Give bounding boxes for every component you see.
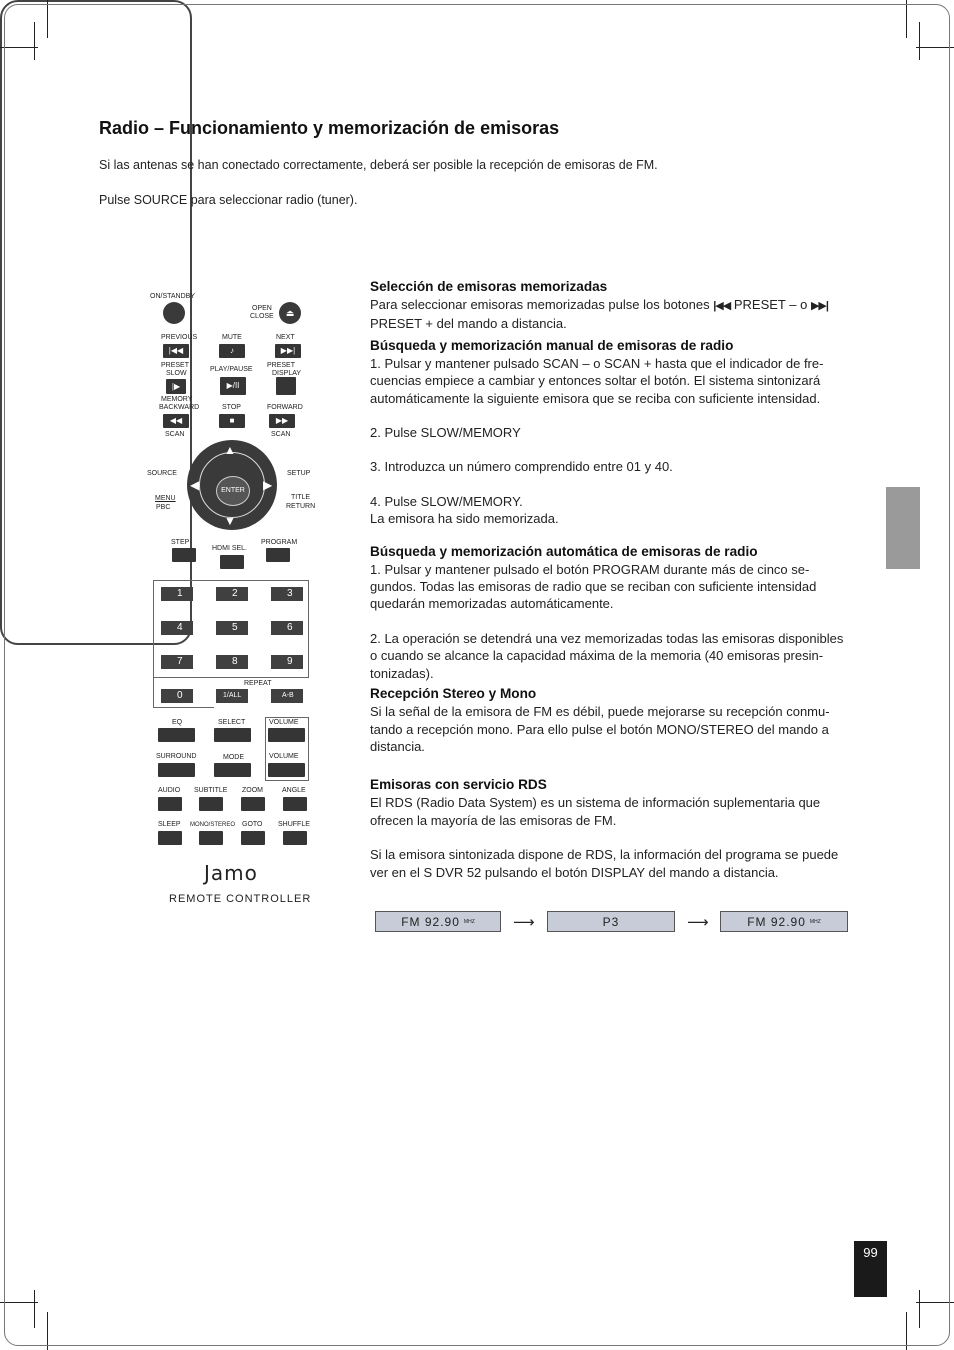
power-button <box>163 302 185 324</box>
preset-plus-label: PRESET <box>267 362 296 369</box>
digit-4: 4 <box>161 621 193 635</box>
paragraph: quedarán memorizadas automáticamente. <box>370 596 614 612</box>
goto-button <box>241 831 265 845</box>
eq-button <box>158 728 195 742</box>
hdmi-sel-label: HDMI SEL. <box>212 545 248 552</box>
paragraph: PRESET + del mando a distancia. <box>370 316 567 332</box>
skip-previous-icon: |◀◀ <box>713 300 731 312</box>
backward-icon: ◀◀ <box>163 414 189 428</box>
digit-1: 1 <box>161 587 193 601</box>
program-button <box>266 548 290 562</box>
arrow-right-icon: ⟶ <box>687 914 709 931</box>
forward-icon: ▶▶ <box>269 414 295 428</box>
on-standby-label: ON/STANDBY <box>150 293 195 300</box>
shuffle-button <box>283 831 307 845</box>
jamo-logo: Jamo <box>204 861 258 885</box>
volume-plus-label: VOLUME <box>269 719 299 726</box>
forward-label: FORWARD <box>267 404 303 411</box>
slow-icon: |▶ <box>166 379 186 394</box>
digit-7: 7 <box>161 655 193 669</box>
paragraph: El RDS (Radio Data System) es un sistema de información suplementaria que <box>370 795 821 811</box>
paragraph: Si la señal de la emisora de FM es débil, puede mejorarse su recepción conmu- <box>370 704 830 720</box>
digit-0: 0 <box>161 689 193 703</box>
subtitle-label: SUBTITLE <box>194 787 228 794</box>
page-title: Radio – Funcionamiento y memorización de emisoras <box>99 118 560 138</box>
arrow-right-icon: ▶ <box>263 478 273 492</box>
open-label: OPEN <box>252 305 272 312</box>
play-pause-label: PLAY/PAUSE <box>210 366 253 373</box>
surround-button <box>158 763 195 777</box>
goto-label: GOTO <box>242 821 263 828</box>
digit-2: 2 <box>216 587 248 601</box>
title-label: TITLE <box>291 494 311 501</box>
paragraph: 3. Introduzca un número comprendido entre 01 y 40. <box>370 459 673 475</box>
repeat-one-all-button: 1/ALL <box>216 689 248 703</box>
skip-next-icon: ▶▶| <box>810 300 828 312</box>
zoom-label: ZOOM <box>242 787 263 794</box>
intro-text: Pulse SOURCE para seleccionar radio (tuner). <box>99 193 358 207</box>
paragraph: tando a recepción mono. Para ello pulse el botón MONO/STEREO del mando a <box>370 721 829 737</box>
angle-label: ANGLE <box>282 787 306 794</box>
digit-6: 6 <box>271 621 303 635</box>
page-number: 99 <box>854 1241 887 1297</box>
paragraph: Para seleccionar emisoras memorizadas pulse los botones |◀◀ PRESET – o ▶▶| <box>370 297 828 312</box>
section-heading: Búsqueda y memorización automática de emisoras de radio <box>370 543 758 559</box>
intro-text: Si las antenas se han conectado correctamente, deberá ser posible la recepción de emisoras de FM. <box>99 158 658 172</box>
stop-icon: ■ <box>219 414 245 428</box>
volume-minus-label: VOLUME <box>269 753 299 760</box>
menu-label: MENU <box>155 495 176 502</box>
previous-icon: |◀◀ <box>163 344 189 358</box>
arrow-up-icon: ▲ <box>224 443 236 457</box>
paragraph: ofrecen la mayoría de las emisoras de FM. <box>370 812 617 828</box>
next-icon: ▶▶| <box>275 344 301 358</box>
surround-label: SURROUND <box>156 753 197 760</box>
display-button <box>276 377 296 395</box>
paragraph: automáticamente la siguiente emisora que se reciba con suficiente intensidad. <box>370 390 821 406</box>
mute-icon: ♪ <box>219 344 245 358</box>
step-label: STEP <box>171 539 190 546</box>
digit-8: 8 <box>216 655 248 669</box>
next-label: NEXT <box>276 334 295 341</box>
setup-label: SETUP <box>287 470 311 477</box>
arrow-right-icon: ⟶ <box>513 914 535 931</box>
paragraph: tonizadas). <box>370 665 434 681</box>
preset-minus-label: PRESET <box>161 362 190 369</box>
mono-stereo-label: MONO/STEREO <box>190 822 236 828</box>
volume-minus-button <box>268 763 305 777</box>
section-heading: Emisoras con servicio RDS <box>370 777 547 793</box>
backward-label: BACKWARD <box>159 404 200 411</box>
sleep-button <box>158 831 182 845</box>
select-button <box>214 728 251 742</box>
repeat-label: REPEAT <box>244 680 272 687</box>
source-label: SOURCE <box>147 470 177 477</box>
shuffle-label: SHUFFLE <box>278 821 310 828</box>
return-label: RETURN <box>286 503 316 510</box>
section-heading: Recepción Stereo y Mono <box>370 686 537 702</box>
audio-button <box>158 797 182 811</box>
mode-label: MODE <box>223 754 244 761</box>
scan-minus-label: SCAN <box>165 431 185 438</box>
volume-plus-button <box>268 728 305 742</box>
select-label: SELECT <box>218 719 246 726</box>
paragraph: gundos. Todas las emisoras de radio que se reciban con suficiente intensidad <box>370 579 817 595</box>
paragraph: 1. Pulsar y mantener pulsado el botón PROGRAM durante más de cinco se- <box>370 561 810 577</box>
paragraph: La emisora ha sido memorizada. <box>370 511 559 527</box>
paragraph: o cuando se alcance la capacidad máxima de la memoria (40 emisoras presin- <box>370 648 824 664</box>
enter-button: ENTER <box>216 476 250 506</box>
mute-label: MUTE <box>222 334 242 341</box>
stop-label: STOP <box>222 404 241 411</box>
rds-display-frequency: FM 92.90 MHZ <box>720 911 848 932</box>
pbc-label: PBC <box>156 504 171 511</box>
paragraph: distancia. <box>370 738 425 754</box>
digit-3: 3 <box>271 587 303 601</box>
digit-5: 5 <box>216 621 248 635</box>
previous-label: PREVIOUS <box>161 334 198 341</box>
paragraph: 2. Pulse SLOW/MEMORY <box>370 425 521 441</box>
paragraph: cuencias empiece a cambiar y entonces soltar el botón. El sistema sintonizará <box>370 373 821 389</box>
play-pause-icon: ▶/II <box>220 377 246 395</box>
hdmi-sel-button <box>220 555 244 569</box>
repeat-a-b-button: A-B <box>271 689 303 703</box>
arrow-left-icon: ◀ <box>190 478 200 492</box>
scan-plus-label: SCAN <box>271 431 291 438</box>
mode-button <box>214 763 251 777</box>
close-label: CLOSE <box>250 313 274 320</box>
rds-display-program: P3 <box>547 911 675 932</box>
remote-caption: REMOTE CONTROLLER <box>169 893 312 905</box>
subtitle-button <box>199 797 223 811</box>
memory-label: MEMORY <box>161 396 193 403</box>
digit-9: 9 <box>271 655 303 669</box>
display-label: DISPLAY <box>272 370 302 377</box>
section-heading: Selección de emisoras memorizadas <box>370 279 608 294</box>
paragraph: Si la emisora sintonizada dispone de RDS, la información del programa se puede <box>370 847 839 863</box>
slow-label: SLOW <box>166 370 187 377</box>
paragraph: 4. Pulse SLOW/MEMORY. <box>370 493 523 509</box>
angle-button <box>283 797 307 811</box>
program-label: PROGRAM <box>261 539 298 546</box>
audio-label: AUDIO <box>158 787 181 794</box>
section-heading: Búsqueda y memorización manual de emisoras de radio <box>370 337 734 353</box>
mono-stereo-button <box>199 831 223 845</box>
remote-buttons <box>136 277 328 922</box>
eject-icon: ⏏ <box>279 302 301 324</box>
paragraph: 2. La operación se detendrá una vez memorizadas todas las emisoras disponibles <box>370 630 844 646</box>
paragraph: ver en el S DVR 52 pulsando el botón DISPLAY del mando a distancia. <box>370 864 779 880</box>
eq-label: EQ <box>172 719 183 726</box>
zoom-button <box>241 797 265 811</box>
step-button <box>172 548 196 562</box>
paragraph: 1. Pulsar y mantener pulsado SCAN – o SCAN + hasta que el indicador de fre- <box>370 355 824 371</box>
sleep-label: SLEEP <box>158 821 181 828</box>
rds-display-frequency: FM 92.90 MHZ <box>375 911 501 932</box>
arrow-down-icon: ▼ <box>224 514 236 528</box>
